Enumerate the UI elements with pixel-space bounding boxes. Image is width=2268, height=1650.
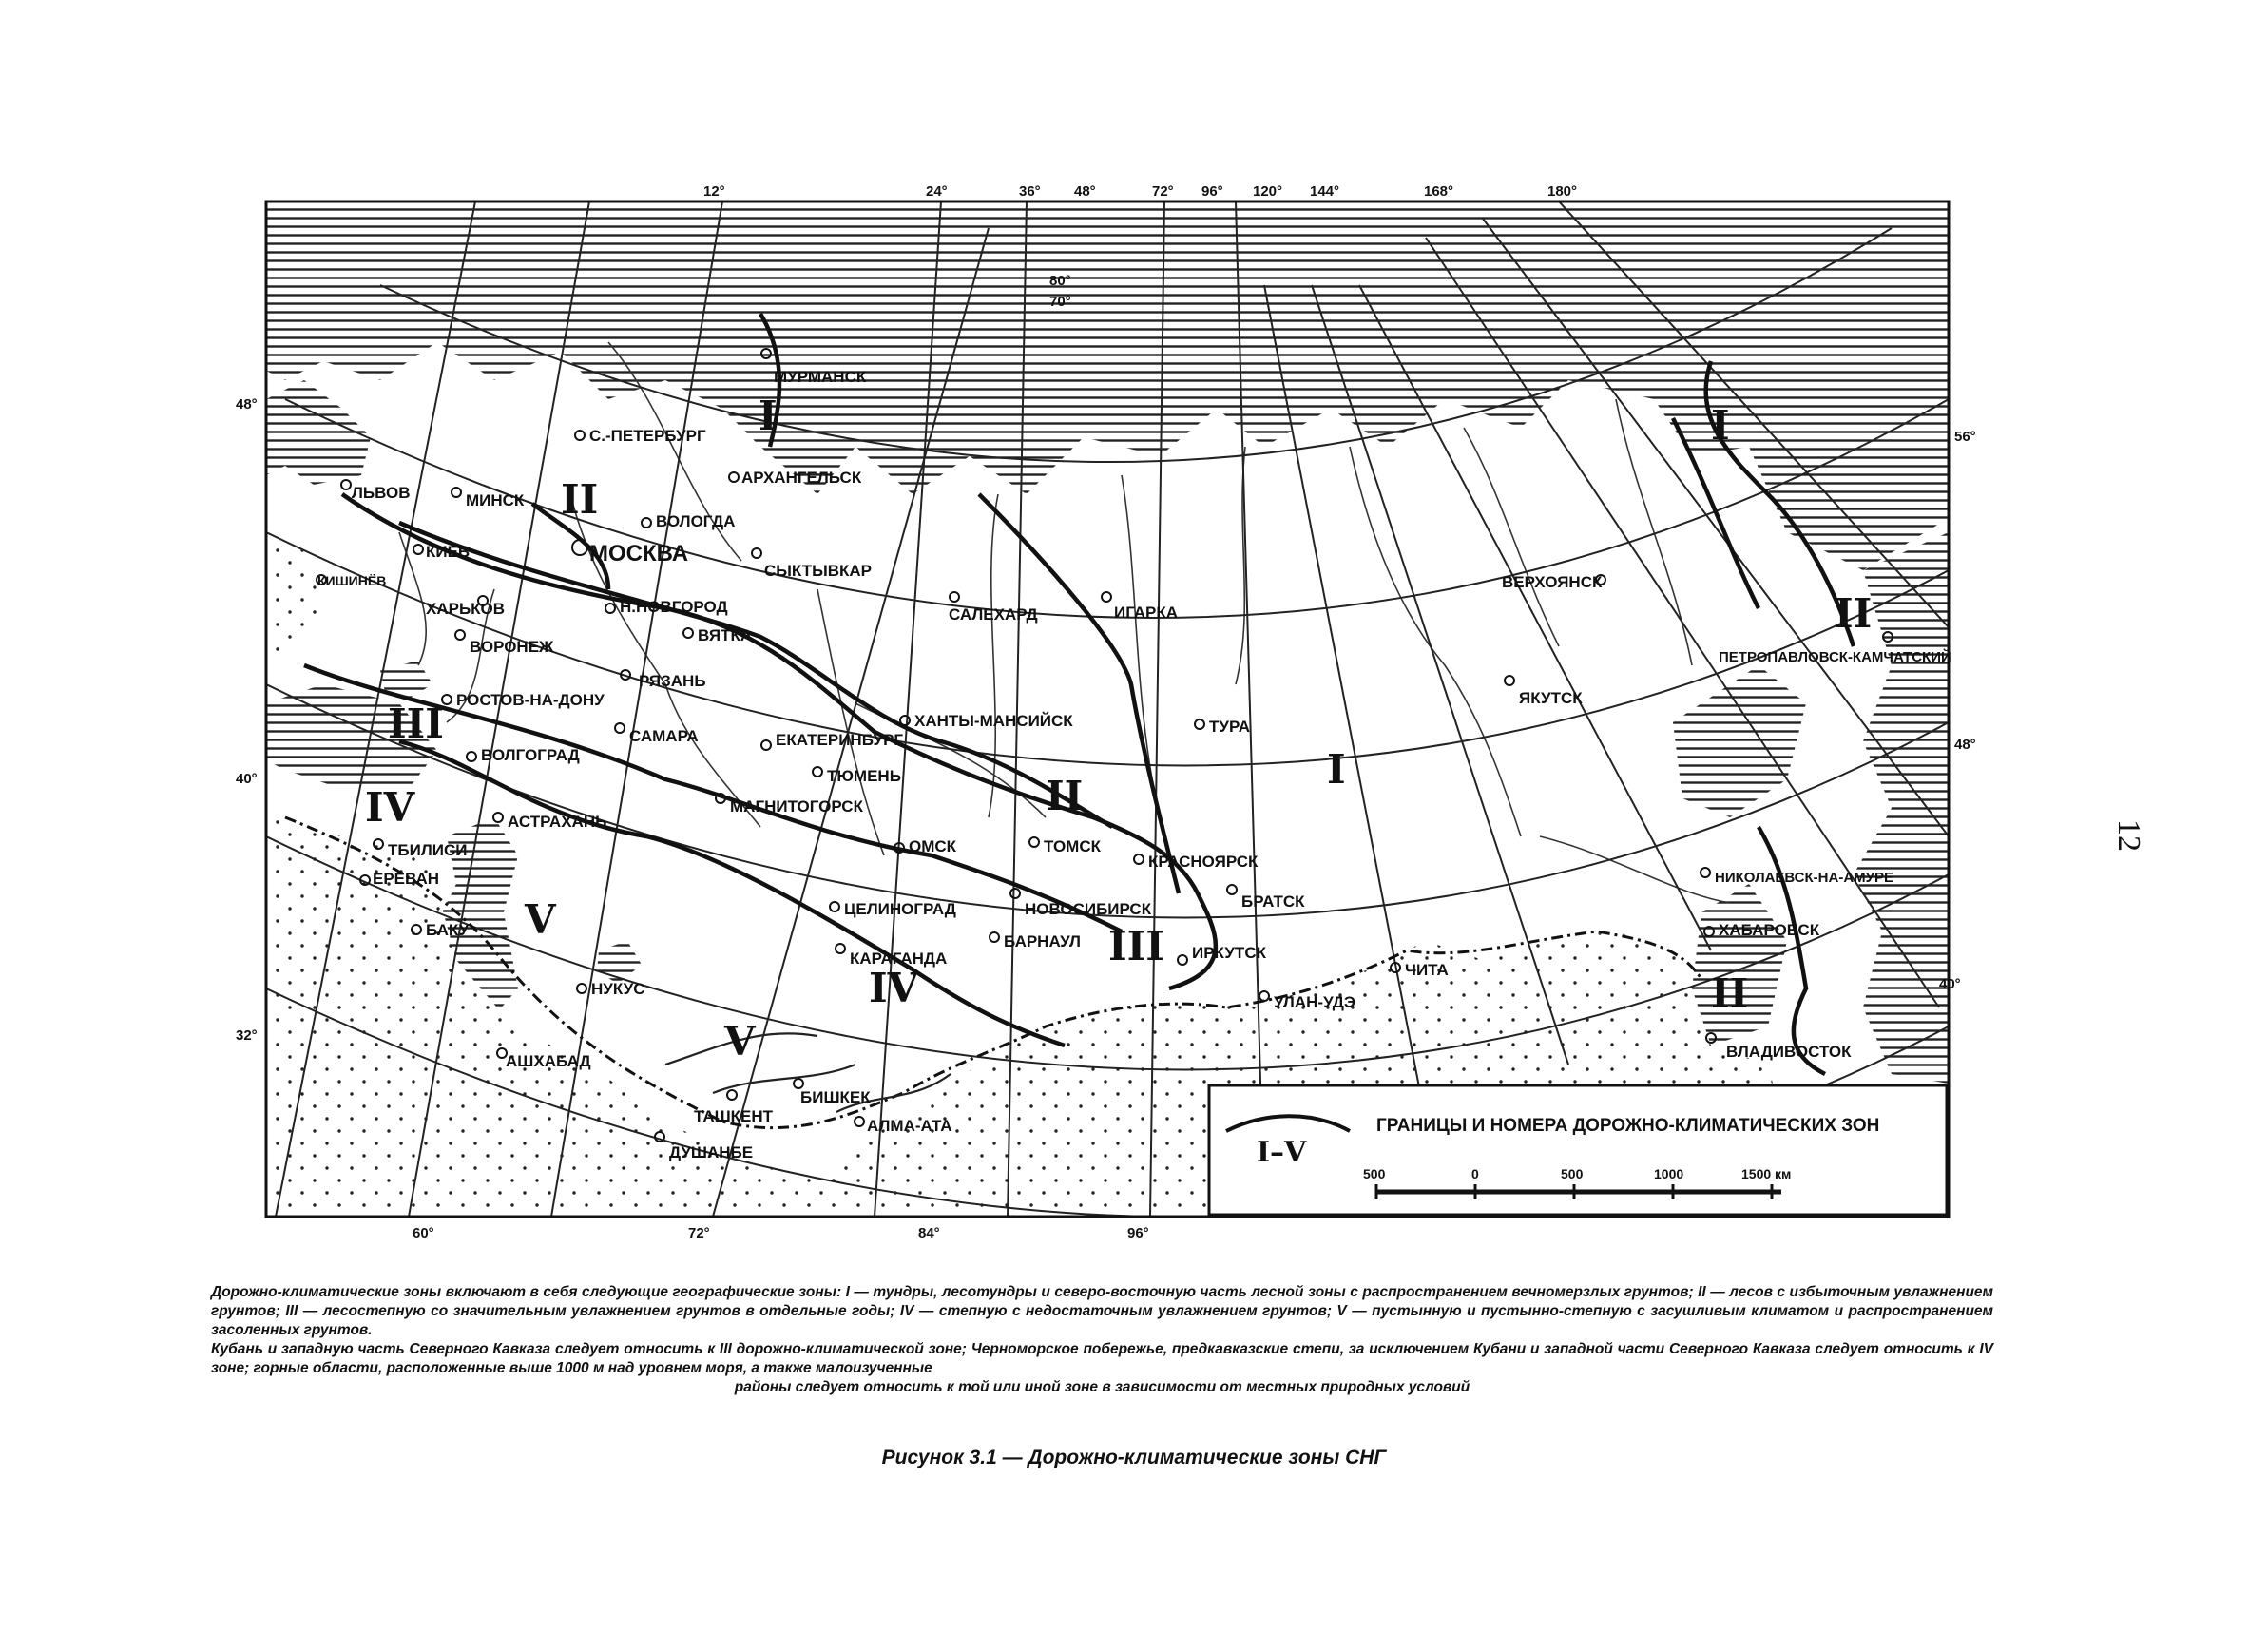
city-label: АСТРАХАНЬ: [508, 813, 607, 831]
city-label: АРХАНГЕЛЬСК: [741, 469, 862, 487]
city-label: НОВОСИБИРСК: [1025, 900, 1152, 918]
city-label: БРАТСК: [1241, 892, 1305, 911]
city-label: ВЛАДИВОСТОК: [1726, 1043, 1852, 1061]
city-label: ИГАРКА: [1114, 604, 1179, 622]
zone-label: V: [724, 1018, 756, 1065]
meridian-label-top: 72°: [1152, 183, 1174, 200]
zone-label: V: [525, 896, 556, 943]
parallel-label-right: 40°: [1939, 976, 1961, 992]
meridian-label-bottom: 60°: [413, 1225, 434, 1241]
city-label: Н.НОВГОРОД: [620, 598, 728, 616]
city-label: ТОМСК: [1044, 837, 1101, 855]
zone-label: IV: [365, 784, 415, 831]
city-label: АЛМА-АТА: [867, 1117, 952, 1135]
zone-label: III: [1108, 923, 1164, 969]
city-label: ЛЬВОВ: [352, 484, 411, 502]
meridian-label-top: 48°: [1074, 183, 1096, 200]
caption-paragraph: районы следует относить к той или иной зоне в зависимости от местных природных условий: [734, 1379, 1470, 1395]
page-number: 12: [2111, 819, 2146, 852]
parallel-label-left: 48°: [236, 396, 258, 412]
city-label: РОСТОВ-НА-ДОНУ: [456, 691, 605, 709]
parallel-label-left: 40°: [236, 771, 258, 787]
city-label: МИНСК: [466, 491, 525, 509]
figure-title: Рисунок 3.1 — Дорожно-климатические зоны СНГ: [881, 1447, 1387, 1468]
zone-label: I: [1327, 746, 1346, 793]
city-label: КИШИНЁВ: [317, 573, 387, 588]
north-label: 80°: [1049, 273, 1071, 289]
city-label: БАКУ: [426, 921, 470, 939]
meridian-label-top: 12°: [703, 183, 725, 200]
north-label: 70°: [1049, 294, 1071, 310]
scale-tick-label: 1500 км: [1741, 1166, 1792, 1181]
city-label: НИКОЛАЕВСК-НА-АМУРЕ: [1715, 870, 1893, 886]
city-label: ВОРОНЕЖ: [470, 638, 554, 656]
city-label: НУКУС: [591, 980, 645, 998]
city-label: ВЕРХОЯНСК: [1502, 573, 1603, 591]
meridian-label-bottom: 72°: [688, 1225, 710, 1241]
city-label: ТБИЛИСИ: [388, 841, 468, 859]
caption-paragraph: Дорожно-климатические зоны включают в себя следующие географические зоны: I — тундры, лесотундры и северо-восточную часть лесной зоны с распространением вечномерзлых грунтов; II — лесов с избыточным увлажнением грунтов; III — лесостепную со значительным увлажнением грунтов в отдельные годы; IV — степную с недостаточным увлажнением грунтов; V — пустынную и пустынно-степную с засушливым климатом и распространением засоленных грунтов.: [211, 1284, 1993, 1338]
city-label: ЦЕЛИНОГРАД: [844, 900, 956, 918]
city-label: УЛАН-УДЭ: [1274, 993, 1355, 1011]
meridian-label-top: 168°: [1424, 183, 1454, 200]
city-label: КИЕВ: [426, 543, 471, 561]
figure-caption: [211, 1283, 1993, 1397]
legend-title: ГРАНИЦЫ И НОМЕРА ДОРОЖНО-КЛИМАТИЧЕСКИХ ЗОН: [1376, 1116, 1880, 1136]
city-label: БИШКЕК: [800, 1088, 871, 1106]
meridian-label-top: 24°: [926, 183, 948, 200]
city-label: ДУШАНБЕ: [669, 1143, 754, 1161]
city-label: ТУРА: [1209, 718, 1251, 736]
parallel-label-left: 32°: [236, 1027, 258, 1044]
meridian-label-bottom: 84°: [918, 1225, 940, 1241]
city-label: КАРАГАНДА: [850, 950, 948, 968]
city-label: СЫКТЫВКАР: [764, 562, 873, 580]
zone-label: IV: [869, 965, 919, 1011]
meridian-label-top: 120°: [1253, 183, 1283, 200]
meridian-label-top: 36°: [1019, 183, 1041, 200]
city-label: ПЕТРОПАВЛОВСК-КАМЧАТСКИЙ: [1719, 649, 1951, 665]
city-label: ВОЛГОГРАД: [481, 746, 580, 764]
scale-tick-label: 0: [1471, 1166, 1479, 1181]
scale-tick-label: 1000: [1654, 1166, 1684, 1181]
city-label: ТЮМЕНЬ: [827, 767, 901, 785]
city-label: ВЯТКА: [698, 626, 753, 644]
city-label: МУРМАНСК: [774, 368, 867, 386]
scale-tick-label: 500: [1561, 1166, 1584, 1181]
city-label: ИРКУТСК: [1192, 944, 1266, 962]
parallel-label-right: 56°: [1954, 429, 1976, 445]
caption-paragraph: Кубань и западную часть Северного Кавказа следует относить к III дорожно-климатической зоне; Черноморское побережье, предкавказские степи, за исключением Кубани и западной части Северного Кавказа следует относить к IV зоне; горные области, расположенные выше 1000 м над уровнем моря, а также малоизученные: [211, 1341, 1993, 1376]
city-label: С.-ПЕТЕРБУРГ: [589, 427, 706, 445]
zone-label: I: [1711, 402, 1730, 449]
meridian-label-top: 144°: [1310, 183, 1340, 200]
zone-label: II: [561, 476, 599, 523]
zone-label: II: [1046, 773, 1084, 819]
legend-symbol-label: I–V: [1257, 1136, 1307, 1169]
parallel-label-right: 48°: [1954, 737, 1976, 753]
scale-tick-label: 500: [1363, 1166, 1386, 1181]
city-label: ХАБАРОВСК: [1719, 921, 1820, 939]
map-legend: [1209, 1085, 1947, 1215]
city-label: ХАРЬКОВ: [426, 600, 506, 618]
city-label: МАГНИТОГОРСК: [730, 797, 863, 815]
city-label: ВОЛОГДА: [656, 512, 736, 530]
city-label: САМАРА: [629, 727, 699, 745]
city-label: ЕРЕВАН: [373, 870, 440, 888]
city-label: ХАНТЫ-МАНСИЙСК: [914, 712, 1073, 730]
city-label: ОМСК: [909, 837, 957, 855]
city-label: БАРНАУЛ: [1004, 932, 1081, 950]
city-label: ЯКУТСК: [1519, 689, 1583, 707]
city-label: ЕКАТЕРИНБУРГ: [776, 731, 904, 749]
meridian-label-bottom: 96°: [1127, 1225, 1149, 1241]
zone-label: III: [388, 700, 444, 747]
city-label: ТАШКЕНТ: [694, 1107, 774, 1125]
city-label: САЛЕХАРД: [949, 605, 1038, 624]
zone-label: II: [1835, 590, 1873, 637]
city-label: КРАСНОЯРСК: [1148, 853, 1259, 871]
city-label: АШХАБАД: [506, 1052, 591, 1070]
zone-label: II: [1711, 970, 1749, 1017]
meridian-label-top: 180°: [1547, 183, 1578, 200]
city-label: МОСКВА: [589, 541, 689, 566]
city-label: ЧИТА: [1405, 961, 1449, 979]
meridian-label-top: 96°: [1201, 183, 1223, 200]
zone-label: I: [759, 393, 778, 439]
city-label: РЯЗАНЬ: [639, 672, 706, 690]
